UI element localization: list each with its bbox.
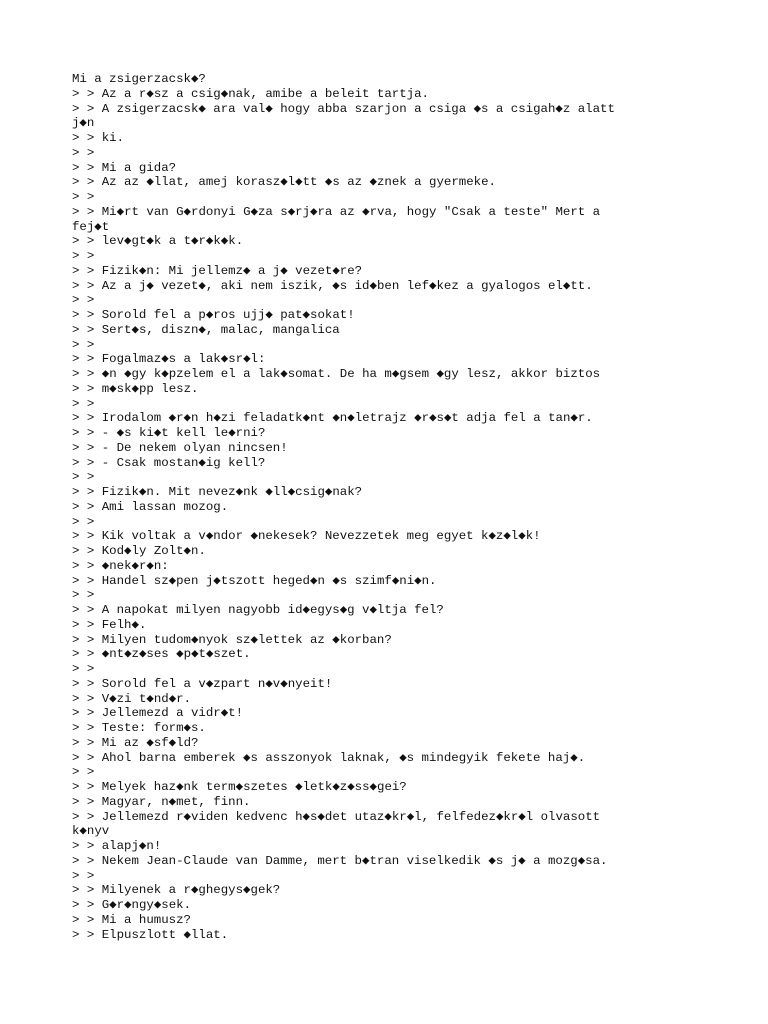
- text-line: > > A napokat milyen nagyobb id◆egys◆g v◆ltja fel?: [72, 603, 444, 617]
- text-line: > > Kik voltak a v◆ndor ◆nekesek? Nevezzetek meg egyet k◆z◆l◆k!: [72, 529, 541, 544]
- text-line: > > ◆nt◆z◆ses ◆p◆t◆szet.: [72, 647, 251, 662]
- text-line: > > Sorold fel a p◆ros ujj◆ pat◆sokat!: [72, 308, 355, 322]
- text-line: > >: [72, 396, 95, 411]
- text-line: > > Teste: form◆s.: [72, 721, 206, 735]
- text-line: > > Mi a humusz?: [72, 912, 191, 927]
- text-line: > > Fizik◆n. Mit nevez◆nk ◆ll◆csig◆nak?: [72, 485, 363, 499]
- text-line: > > lev◆gt◆k a t◆r◆k◆k.: [72, 234, 244, 249]
- text-line: > > - De nekem olyan nincsen!: [72, 440, 288, 455]
- text-line: > > Fizik◆n: Mi jellemz◆ a j◆ vezet◆re?: [72, 263, 363, 278]
- text-line: > > Milyen tudom◆nyok sz◆lettek az ◆korban?: [72, 632, 392, 647]
- text-line: > >: [72, 293, 95, 308]
- text-line: > >: [72, 470, 95, 485]
- text-line: > > Elpuszlott ◆llat.: [72, 927, 229, 942]
- document-page: [72, 72, 632, 942]
- document-text: [72, 72, 632, 942]
- text-line: > > Irodalom ◆r◆n h◆zi feladatk◆nt ◆n◆letrajz ◆r◆s◆t adja fel a tan◆r.: [72, 411, 593, 426]
- text-line: > > Az az ◆llat, amej korasz◆l◆tt ◆s az ◆znek a gyermeke.: [72, 175, 496, 190]
- text-line: Mi a zsigerzacsk◆?: [72, 72, 206, 86]
- text-line: > >: [72, 868, 95, 883]
- text-line: > > ◆nek◆r◆n:: [72, 558, 169, 573]
- text-line: > > G◆r◆ngy◆sek.: [72, 898, 192, 912]
- text-line: > > Fogalmaz◆s a lak◆sr◆l:: [72, 352, 266, 367]
- text-line: > > Jellemezd a vidr◆t!: [72, 706, 244, 721]
- text-line: > > - ◆s ki◆t kell le◆rni?: [72, 426, 266, 440]
- text-line: > > alapj◆n!: [72, 839, 162, 853]
- text-line: > >: [72, 514, 95, 529]
- text-line: > > Sert◆s, diszn◆, malac, mangalica: [72, 322, 340, 337]
- text-line: > > - Csak mostan◆ig kell?: [72, 455, 266, 470]
- text-line: > >: [72, 765, 95, 780]
- text-line: > > Az a r◆sz a csig◆nak, amibe a beleit tartja.: [72, 86, 429, 101]
- text-line: > > ◆n ◆gy k◆pzelem el a lak◆somat. De ha m◆gsem ◆gy lesz, akkor biztos: [72, 367, 601, 381]
- text-line: > >: [72, 662, 95, 676]
- text-line: > > m◆sk◆pp lesz.: [72, 381, 199, 396]
- text-line: > > Ami lassan mozog.: [72, 499, 229, 514]
- text-line: j◆n: [72, 116, 95, 131]
- text-line: > > Mi a gida?: [72, 160, 177, 175]
- text-line: k◆nyv: [72, 824, 110, 839]
- text-line: fej◆t: [72, 219, 110, 234]
- text-line: > >: [72, 145, 95, 160]
- text-line: > > Mi◆rt van G◆rdonyi G◆za s◆rj◆ra az ◆rva, hogy "Csak a teste" Mert a: [72, 204, 601, 219]
- text-line: > > Magyar, n◆met, finn.: [72, 794, 251, 809]
- text-line: > > Kod◆ly Zolt◆n.: [72, 544, 206, 558]
- text-line: > > Milyenek a r◆ghegys◆gek?: [72, 883, 281, 898]
- text-line: > >: [72, 190, 95, 204]
- text-line: > >: [72, 337, 95, 352]
- text-line: > > V◆zi t◆nd◆r.: [72, 691, 192, 706]
- text-line: > >: [72, 588, 95, 603]
- text-line: > > Ahol barna emberek ◆s asszonyok laknak, ◆s mindegyik fekete haj◆.: [72, 750, 586, 765]
- text-line: > > A zsigerzacsk◆ ara val◆ hogy abba szarjon a csiga ◆s a csigah◆z alatt: [72, 101, 615, 116]
- text-line: > > ki.: [72, 131, 125, 145]
- text-line: > > Felh◆.: [72, 617, 147, 632]
- text-line: > > Az a j◆ vezet◆, aki nem iszik, ◆s id◆ben lef◆kez a gyalogos el◆tt.: [72, 278, 593, 293]
- text-line: > > Jellemezd r◆viden kedvenc h◆s◆det utaz◆kr◆l, felfedez◆kr◆l olvasott: [72, 809, 601, 824]
- text-line: > > Mi az ◆sf◆ld?: [72, 735, 199, 750]
- text-line: > > Sorold fel a v◆zpart n◆v◆nyeit!: [72, 676, 333, 691]
- text-line: > >: [72, 249, 95, 263]
- text-line: > > Melyek haz◆nk term◆szetes ◆letk◆z◆ss◆gei?: [72, 780, 407, 794]
- text-line: > > Nekem Jean-Claude van Damme, mert b◆tran viselkedik ◆s j◆ a mozg◆sa.: [72, 853, 608, 868]
- text-line: > > Handel sz◆pen j◆tszott heged◆n ◆s szimf◆ni◆n.: [72, 573, 437, 588]
